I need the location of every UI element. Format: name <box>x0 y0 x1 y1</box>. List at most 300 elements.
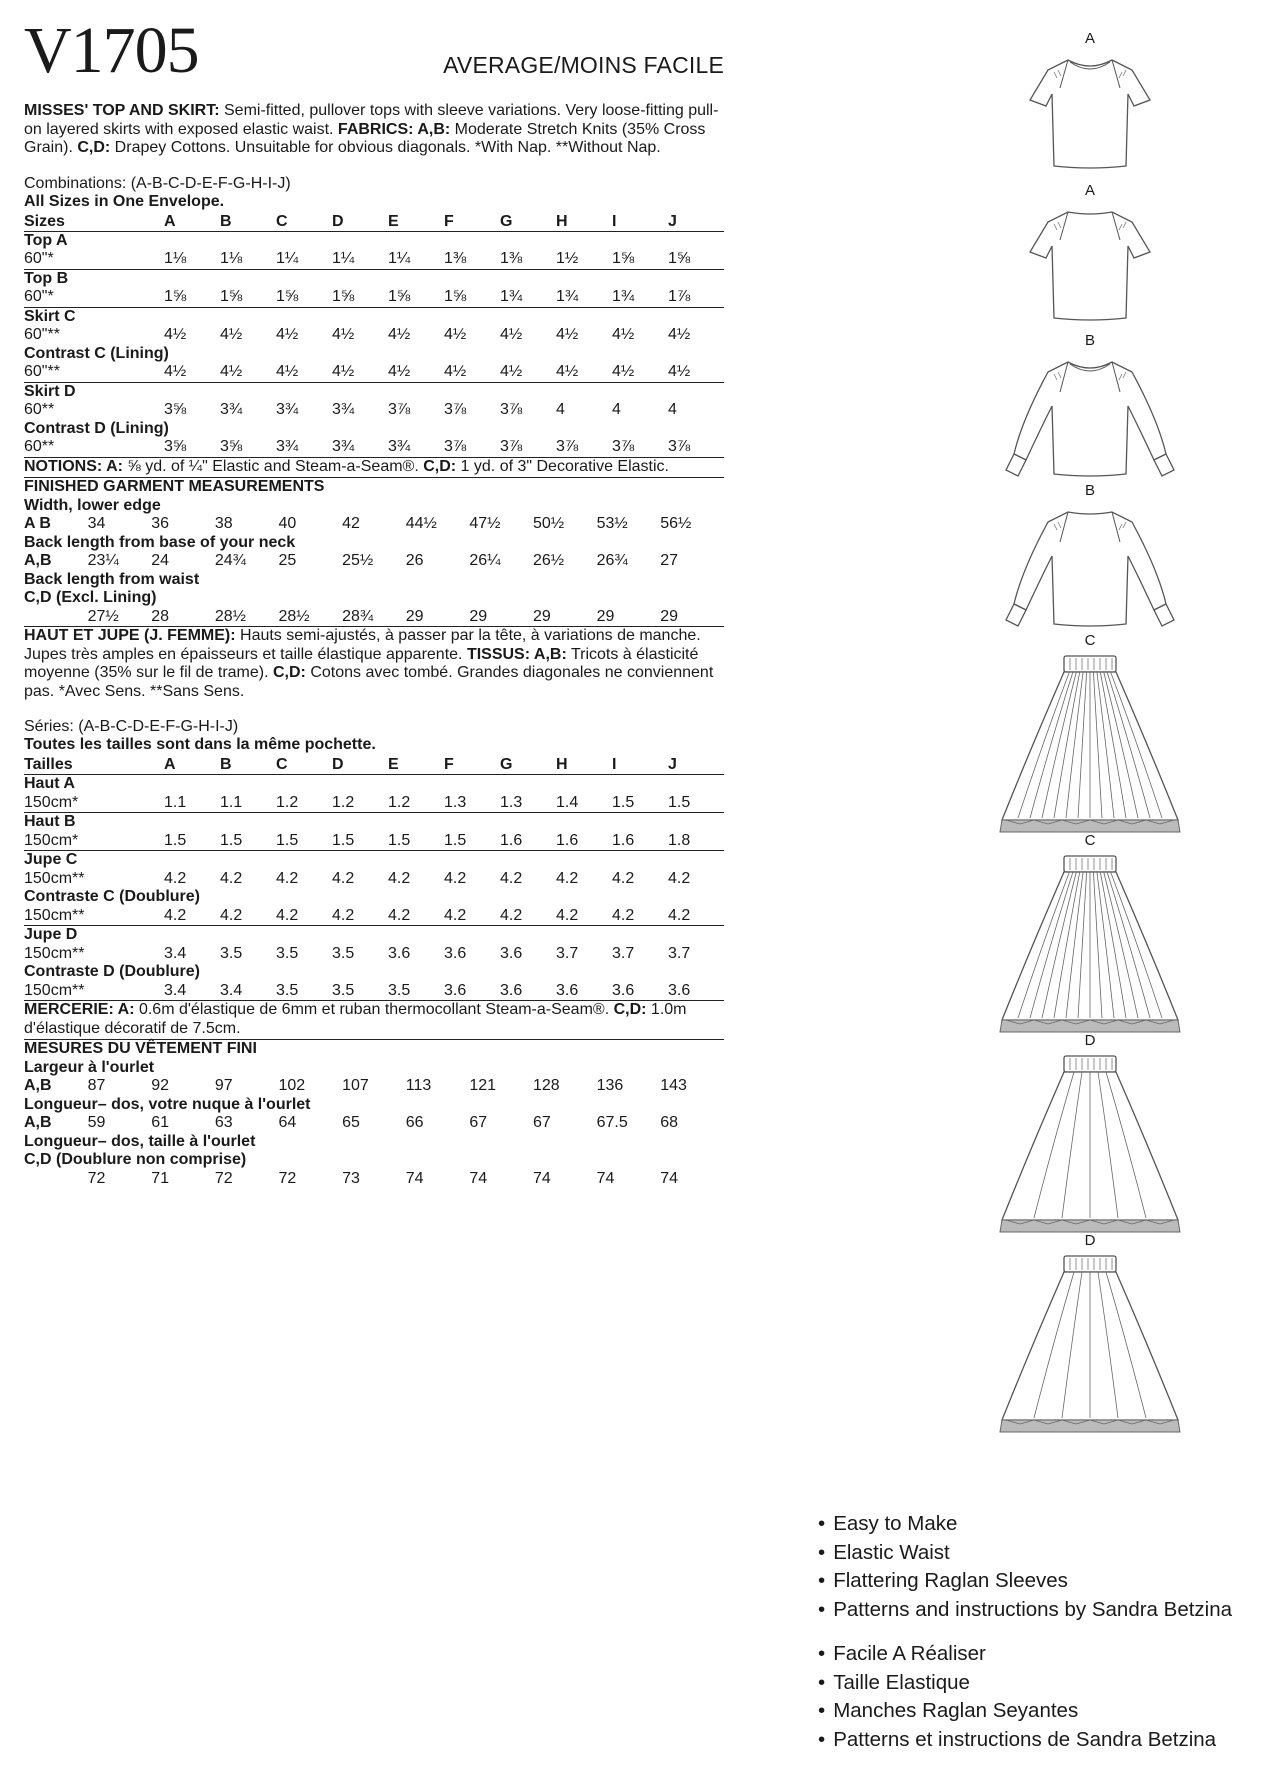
yardage-value: 1⅝ <box>612 250 668 269</box>
measurement-title: Longueur– dos, votre nuque à l'ourlet <box>24 1095 311 1113</box>
yardage-value: 3.5 <box>332 944 355 962</box>
measurement-value: 61 <box>151 1114 170 1131</box>
yardage-value: 3¾ <box>388 438 444 457</box>
yardage-value: 4½ <box>612 363 668 382</box>
garment-name-row <box>24 888 724 907</box>
yardage-value: 1.1 <box>220 794 276 813</box>
garment-name-row <box>24 269 724 288</box>
measurement-value: 121 <box>469 1077 497 1094</box>
measurement-value: 25½ <box>342 552 374 569</box>
yardage-value: 4.2 <box>276 907 332 926</box>
measurement-label: A B <box>24 515 51 532</box>
feature-list-french <box>818 1640 1268 1754</box>
yardage-value: 4½ <box>500 326 523 343</box>
measurement-row <box>24 515 724 534</box>
description-segment: HAUT ET JUPE (J. FEMME): <box>24 627 236 644</box>
size-letter: J <box>668 211 724 232</box>
yardage-value: 3¾ <box>276 401 299 418</box>
size-letter: E <box>388 754 444 775</box>
measurement-label: C,D (Excl. Lining) <box>24 589 157 606</box>
pattern-number: V1705 <box>24 14 199 87</box>
yardage-row <box>24 870 724 889</box>
sizes-label: Sizes <box>24 211 164 232</box>
measurement-value: 29 <box>533 608 597 627</box>
view-letter: B <box>1084 332 1095 349</box>
notions-segment: C,D: <box>423 457 457 475</box>
measurement-value: 128 <box>533 1077 560 1094</box>
yardage-value: 4½ <box>556 363 612 382</box>
feature-item: • Flattering Raglan Sleeves <box>818 1567 1268 1596</box>
yardage-value: 1.6 <box>612 832 668 851</box>
yardage-value: 3⅞ <box>500 438 556 457</box>
yardage-value: 3.6 <box>556 982 612 1001</box>
yardage-row <box>24 326 724 345</box>
measurement-title-row <box>24 1096 724 1115</box>
size-letter: F <box>444 754 500 775</box>
difficulty-level: AVERAGE/MOINS FACILE <box>443 52 724 78</box>
measurement-value: 72 <box>278 1169 297 1187</box>
fabric-width: 60"** <box>24 326 60 343</box>
measurement-value: 56½ <box>660 515 692 532</box>
yardage-table <box>24 211 724 458</box>
measurement-value: 42 <box>342 515 360 532</box>
yardage-value: 3.5 <box>332 982 388 1001</box>
description-segment: Semi-fitted, pullover tops with sleeve variations. Very loose-fitting pull-on layered skirts with exposed elastic waist. <box>24 102 719 138</box>
garment-name: Skirt D <box>24 382 76 400</box>
measurement-value: 29 <box>406 608 470 627</box>
measurement-title-row <box>24 1059 724 1078</box>
yardage-value: 3⅞ <box>612 438 668 457</box>
measurement-title: Back length from base of your neck <box>24 533 296 551</box>
yardage-value: 3¾ <box>220 401 243 418</box>
measurement-value: 74 <box>469 1169 488 1187</box>
garment-name-row <box>24 231 724 250</box>
yardage-value: 1¼ <box>332 250 388 269</box>
feature-item: • Manches Raglan Seyantes <box>818 1697 1268 1726</box>
yardage-value: 4½ <box>556 326 579 343</box>
yardage-value: 4 <box>668 401 677 418</box>
yardage-value: 3⅞ <box>444 438 500 457</box>
yardage-value: 3.6 <box>444 982 500 1001</box>
measurement-title-row <box>24 571 724 590</box>
yardage-value: 4½ <box>276 326 299 343</box>
measurement-value: 23¼ <box>87 552 119 569</box>
yardage-value: 4.2 <box>220 907 276 926</box>
yardage-value: 3⅞ <box>556 438 612 457</box>
measurements-table <box>24 497 724 628</box>
garment-name: Contraste C (Doublure) <box>24 888 200 905</box>
yardage-value: 3.6 <box>444 944 467 962</box>
fabric-width: 150cm** <box>24 944 85 962</box>
description-segment: C,D: <box>77 139 111 156</box>
size-letter: H <box>556 211 612 232</box>
description <box>24 627 724 701</box>
measurement-value: 65 <box>342 1114 360 1131</box>
yardage-value: 1⅛ <box>220 250 276 269</box>
measurement-value: 24¾ <box>214 552 247 569</box>
garment-name: Contrast D (Lining) <box>24 419 169 437</box>
notions-segment: ⅝ yd. of ¼" Elastic and Steam-a-Seam®. <box>122 457 424 475</box>
measurement-value: 36 <box>151 515 170 532</box>
yardage-value: 1.5 <box>220 832 276 851</box>
yardage-value: 1.5 <box>164 832 220 851</box>
measurement-value: 50½ <box>533 515 565 532</box>
measurement-value: 87 <box>87 1077 106 1094</box>
measurement-value: 53½ <box>596 515 628 532</box>
description-segment: Tricots à élasticité moyenne (35% sur le fil de trame). <box>24 645 699 681</box>
notions <box>24 458 724 479</box>
yardage-value: 4.2 <box>500 869 523 887</box>
description-segment: Moderate Stretch Knits (35% Cross Grain). <box>24 120 706 156</box>
view-letter: B <box>1084 482 1095 499</box>
yardage-value: 4.2 <box>332 869 355 887</box>
yardage-value: 3.4 <box>220 982 276 1001</box>
feature-item: • Patterns and instructions by Sandra Betzina <box>818 1596 1268 1625</box>
fabric-width: 150cm* <box>24 794 164 813</box>
measurement-value: 67 <box>469 1114 488 1131</box>
yardage-row <box>24 438 724 457</box>
measurement-value: 28¾ <box>342 608 406 627</box>
measurement-label: A,B <box>24 1077 52 1094</box>
fabric-width: 150cm** <box>24 907 164 926</box>
garment-name: Top B <box>24 269 69 287</box>
yardage-value: 3⅞ <box>668 438 724 457</box>
size-letter: B <box>220 211 276 232</box>
feature-item: • Facile A Réaliser <box>818 1640 1268 1669</box>
yardage-value: 1⅜ <box>444 250 500 269</box>
measurement-row <box>24 1114 724 1133</box>
yardage-value: 4½ <box>668 363 724 382</box>
garment-name: Top A <box>24 231 68 249</box>
yardage-value: 3.4 <box>164 944 187 962</box>
measurement-row <box>24 1170 724 1189</box>
yardage-value: 3.4 <box>164 982 220 1001</box>
measurements-title: MESURES DU VÊTEMENT FINI <box>24 1040 257 1057</box>
measurement-value: 143 <box>660 1077 687 1094</box>
measurement-value: 27½ <box>88 608 152 627</box>
fabric-width: 150cm** <box>24 982 164 1001</box>
view-letter: D <box>1084 1032 1096 1049</box>
yardage-value: 1.3 <box>444 794 500 813</box>
yardage-value: 1.5 <box>668 794 724 813</box>
yardage-value: 1¼ <box>388 250 444 269</box>
yardage-value: 4.2 <box>444 869 467 887</box>
garment-name-row <box>24 851 724 870</box>
fabric-width: 60"* <box>24 288 164 307</box>
yardage-value: 4.2 <box>276 869 299 887</box>
size-letter: I <box>612 754 668 775</box>
measurement-title: Largeur à l'ourlet <box>24 1058 155 1076</box>
measurement-value: 29 <box>597 608 661 627</box>
measurement-label: A,B <box>24 552 52 569</box>
yardage-value: 3.6 <box>612 982 668 1001</box>
yardage-value: 1⅜ <box>500 250 556 269</box>
measurement-value: 136 <box>596 1077 624 1094</box>
notions-segment: C,D: <box>613 1001 647 1018</box>
size-letter: C <box>276 754 332 775</box>
view-letter: C <box>1084 832 1096 849</box>
sizes-label: Tailles <box>24 754 164 775</box>
fabric-width: 60"* <box>24 250 164 269</box>
sizes-header-row <box>24 754 724 775</box>
fabric-width: 60** <box>24 401 55 418</box>
measurement-value: 74 <box>405 1169 424 1187</box>
garment-name: Haut A <box>24 775 75 792</box>
measurement-value: 67.5 <box>596 1114 628 1131</box>
feature-item: • Patterns et instructions de Sandra Betzina <box>818 1726 1268 1755</box>
size-letter: H <box>556 754 612 775</box>
measurement-value: 63 <box>214 1114 233 1131</box>
measurement-value: 74 <box>533 1169 551 1187</box>
yardage-value: 3⅞ <box>444 401 467 418</box>
measurement-value: 28½ <box>279 608 343 627</box>
yardage-value: 4.2 <box>668 907 724 926</box>
description <box>24 102 724 158</box>
yardage-value: 4 <box>612 401 621 418</box>
size-letter: J <box>668 754 724 775</box>
combinations: Combinations: (A-B-C-D-E-F-G-H-I-J) <box>24 174 291 192</box>
fabric-width: 60** <box>24 438 164 457</box>
yardage-value: 4½ <box>276 363 332 382</box>
measurement-value: 26¾ <box>596 552 628 569</box>
yardage-value: 4½ <box>220 363 276 382</box>
yardage-row <box>24 794 724 813</box>
yardage-value: 3.5 <box>220 944 243 962</box>
yardage-value: 1½ <box>556 250 612 269</box>
pattern-header <box>24 14 724 102</box>
yardage-value: 4½ <box>332 326 355 343</box>
fabric-width: 150cm** <box>24 869 85 887</box>
measurement-value: 26½ <box>533 552 565 569</box>
yardage-value: 3⅝ <box>164 401 187 418</box>
garment-name-row <box>24 345 724 364</box>
yardage-value: 1⅛ <box>164 250 220 269</box>
measurement-title-row <box>24 534 724 553</box>
feature-bullets <box>818 1510 1268 1754</box>
size-letter: F <box>444 211 500 232</box>
measurement-value: 27 <box>660 552 679 569</box>
feature-item: • Elastic Waist <box>818 1539 1268 1568</box>
yardage-value: 3⅝ <box>220 438 276 457</box>
yardage-value: 1¾ <box>612 288 668 307</box>
yardage-value: 3.5 <box>388 982 444 1001</box>
yardage-value: 4.2 <box>220 869 243 887</box>
measurement-value: 67 <box>533 1114 551 1131</box>
yardage-value: 4.2 <box>164 907 220 926</box>
yardage-row <box>24 250 724 269</box>
yardage-value: 1.8 <box>668 832 724 851</box>
yardage-value: 1⅝ <box>332 288 388 307</box>
description-segment: C,D: <box>273 664 306 681</box>
garment-name-row <box>24 307 724 326</box>
yardage-value: 1.1 <box>164 794 220 813</box>
yardage-row <box>24 288 724 307</box>
garment-name: Haut B <box>24 813 76 830</box>
measurement-value: 40 <box>278 515 297 532</box>
garment-name-row <box>24 963 724 982</box>
measurement-value: 74 <box>596 1169 615 1187</box>
garment-name: Contrast C (Lining) <box>24 344 169 362</box>
yardage-value: 3.5 <box>276 982 332 1001</box>
yardage-value: 3¾ <box>276 438 332 457</box>
measurement-value: 29 <box>660 608 724 627</box>
view-letter: A <box>1084 30 1095 47</box>
feature-list-english <box>818 1510 1268 1624</box>
view-letter: A <box>1084 182 1095 199</box>
measurement-value: 26¼ <box>469 552 501 569</box>
measurement-title-row <box>24 497 724 516</box>
yardage-value: 3.5 <box>276 944 299 962</box>
garment-name: Jupe C <box>24 851 78 868</box>
yardage-value: 3¾ <box>332 438 388 457</box>
combinations: Séries: (A-B-C-D-E-F-G-H-I-J) <box>24 718 239 735</box>
fabric-width: 150cm* <box>24 832 164 851</box>
yardage-value: 3.6 <box>500 982 556 1001</box>
garment-name-row <box>24 813 724 832</box>
yardage-value: 4.2 <box>332 907 388 926</box>
description-segment: Hauts semi-ajustés, à passer par la tête, à variations de manche. Jupes très amples en épaisseurs et taille élastique apparente. <box>24 627 701 663</box>
notions-segment: NOTIONS: A: <box>24 457 123 475</box>
size-letter: I <box>612 211 668 232</box>
yardage-value: 1.4 <box>556 794 612 813</box>
yardage-value: 1.3 <box>500 794 556 813</box>
all-sizes-note: All Sizes in One Envelope. <box>24 192 225 210</box>
yardage-value: 4.2 <box>388 907 444 926</box>
measurement-value: 97 <box>214 1077 233 1094</box>
yardage-value: 1.2 <box>276 794 332 813</box>
yardage-value: 1⅝ <box>276 288 332 307</box>
yardage-value: 1.2 <box>388 794 444 813</box>
yardage-value: 1.2 <box>332 794 388 813</box>
yardage-value: 1.5 <box>388 832 444 851</box>
yardage-value: 1¾ <box>500 288 556 307</box>
measurements-table <box>24 1059 724 1189</box>
description-segment: Cotons avec tombé. Grandes diagonales ne conviennent pas. *Avec Sens. **Sans Sens. <box>24 664 714 700</box>
description-segment: MISSES' TOP AND SKIRT: <box>24 102 220 119</box>
yardage-value: 3.6 <box>388 944 411 962</box>
yardage-value: 1⅝ <box>164 288 220 307</box>
yardage-value: 4.2 <box>556 907 612 926</box>
measurement-value: 38 <box>214 515 233 532</box>
yardage-value: 3⅞ <box>388 401 411 418</box>
size-letter: A <box>164 754 220 775</box>
measurements-title: FINISHED GARMENT MEASUREMENTS <box>24 478 325 495</box>
yardage-value: 1.6 <box>556 832 612 851</box>
yardage-value: 1.5 <box>332 832 388 851</box>
yardage-row <box>24 907 724 926</box>
notions-segment: 1 yd. of 3" Decorative Elastic. <box>456 457 669 475</box>
measurement-value: 64 <box>278 1114 297 1131</box>
measurement-value: 28½ <box>215 608 279 627</box>
yardage-value: 1.5 <box>612 794 668 813</box>
garment-name: Skirt C <box>24 307 76 325</box>
measurement-value: 44½ <box>405 515 437 532</box>
yardage-value: 1⅝ <box>668 250 724 269</box>
yardage-value: 3.6 <box>500 944 523 962</box>
measurement-value: 73 <box>342 1169 360 1187</box>
size-letter: D <box>332 754 388 775</box>
measurement-value: 74 <box>660 1169 679 1187</box>
measurement-value: 102 <box>278 1077 306 1094</box>
yardage-value: 4.2 <box>668 869 691 887</box>
yardage-row <box>24 363 724 382</box>
yardage-value: 4½ <box>668 326 691 343</box>
yardage-value: 4.2 <box>612 907 668 926</box>
garment-name: Jupe D <box>24 926 78 943</box>
fabric-width: 60"** <box>24 363 164 382</box>
french-section <box>24 627 724 1188</box>
yardage-value: 4 <box>556 401 565 418</box>
yardage-row <box>24 832 724 851</box>
description-segment: TISSUS: A,B: <box>466 645 567 663</box>
english-section <box>24 102 724 627</box>
size-letter: G <box>500 754 556 775</box>
feature-item: • Easy to Make <box>818 1510 1268 1539</box>
measurement-row <box>24 1077 724 1096</box>
measurement-value: 26 <box>405 552 424 569</box>
yardage-value: 4½ <box>388 363 444 382</box>
yardage-value: 4½ <box>164 326 187 343</box>
notions <box>24 1001 724 1040</box>
yardage-value: 3¾ <box>332 401 355 418</box>
measurement-value: 24 <box>151 552 170 569</box>
yardage-value: 4½ <box>388 326 411 343</box>
notions-segment: MERCERIE: A: <box>24 1001 135 1018</box>
yardage-value: 1⅝ <box>388 288 444 307</box>
yardage-table <box>24 754 724 1001</box>
yardage-value: 1⅝ <box>444 288 500 307</box>
measurement-title: Width, lower edge <box>24 496 161 514</box>
yardage-value: 3⅞ <box>500 401 523 418</box>
yardage-row <box>24 982 724 1001</box>
measurement-value: 113 <box>405 1077 432 1094</box>
yardage-value: 3.6 <box>668 982 724 1001</box>
measurement-value: 92 <box>151 1077 170 1094</box>
pattern-info <box>24 14 724 1188</box>
garment-name-row <box>24 382 724 401</box>
yardage-value: 1⅞ <box>668 288 724 307</box>
measurement-value: 72 <box>87 1169 106 1187</box>
measurement-title: Back length from waist <box>24 570 200 588</box>
yardage-value: 4.2 <box>444 907 500 926</box>
garment-name: Contraste D (Doublure) <box>24 963 200 980</box>
measurement-row <box>24 552 724 571</box>
notions-segment: 0.6m d'élastique de 6mm et ruban thermocollant Steam-a-Seam®. <box>134 1001 614 1018</box>
yardage-value: 4.2 <box>612 869 635 887</box>
size-letter: A <box>164 211 220 232</box>
size-letter: G <box>500 211 556 232</box>
measurement-value: 68 <box>660 1114 679 1131</box>
notions-segment: 1.0m d'élastique décoratif de 7.5cm. <box>24 1001 687 1037</box>
measurement-label: A,B <box>24 1114 52 1131</box>
all-sizes-note: Toutes les tailles sont dans la même pochette. <box>24 736 376 753</box>
size-letter: E <box>388 211 444 232</box>
yardage-value: 4.2 <box>500 907 556 926</box>
size-letter: C <box>276 211 332 232</box>
yardage-value: 1¼ <box>276 250 332 269</box>
measurement-value: 29 <box>469 608 533 627</box>
size-letter: D <box>332 211 388 232</box>
yardage-value: 1.5 <box>444 832 500 851</box>
yardage-value: 4½ <box>612 326 635 343</box>
measurement-value: 47½ <box>469 515 501 532</box>
yardage-value: 4½ <box>220 326 243 343</box>
measurement-label: C,D (Doublure non comprise) <box>24 1151 247 1168</box>
measurement-value: 28 <box>151 608 215 627</box>
yardage-value: 4½ <box>164 363 220 382</box>
sizes-header-row <box>24 211 724 232</box>
measurement-title-row <box>24 1133 724 1152</box>
